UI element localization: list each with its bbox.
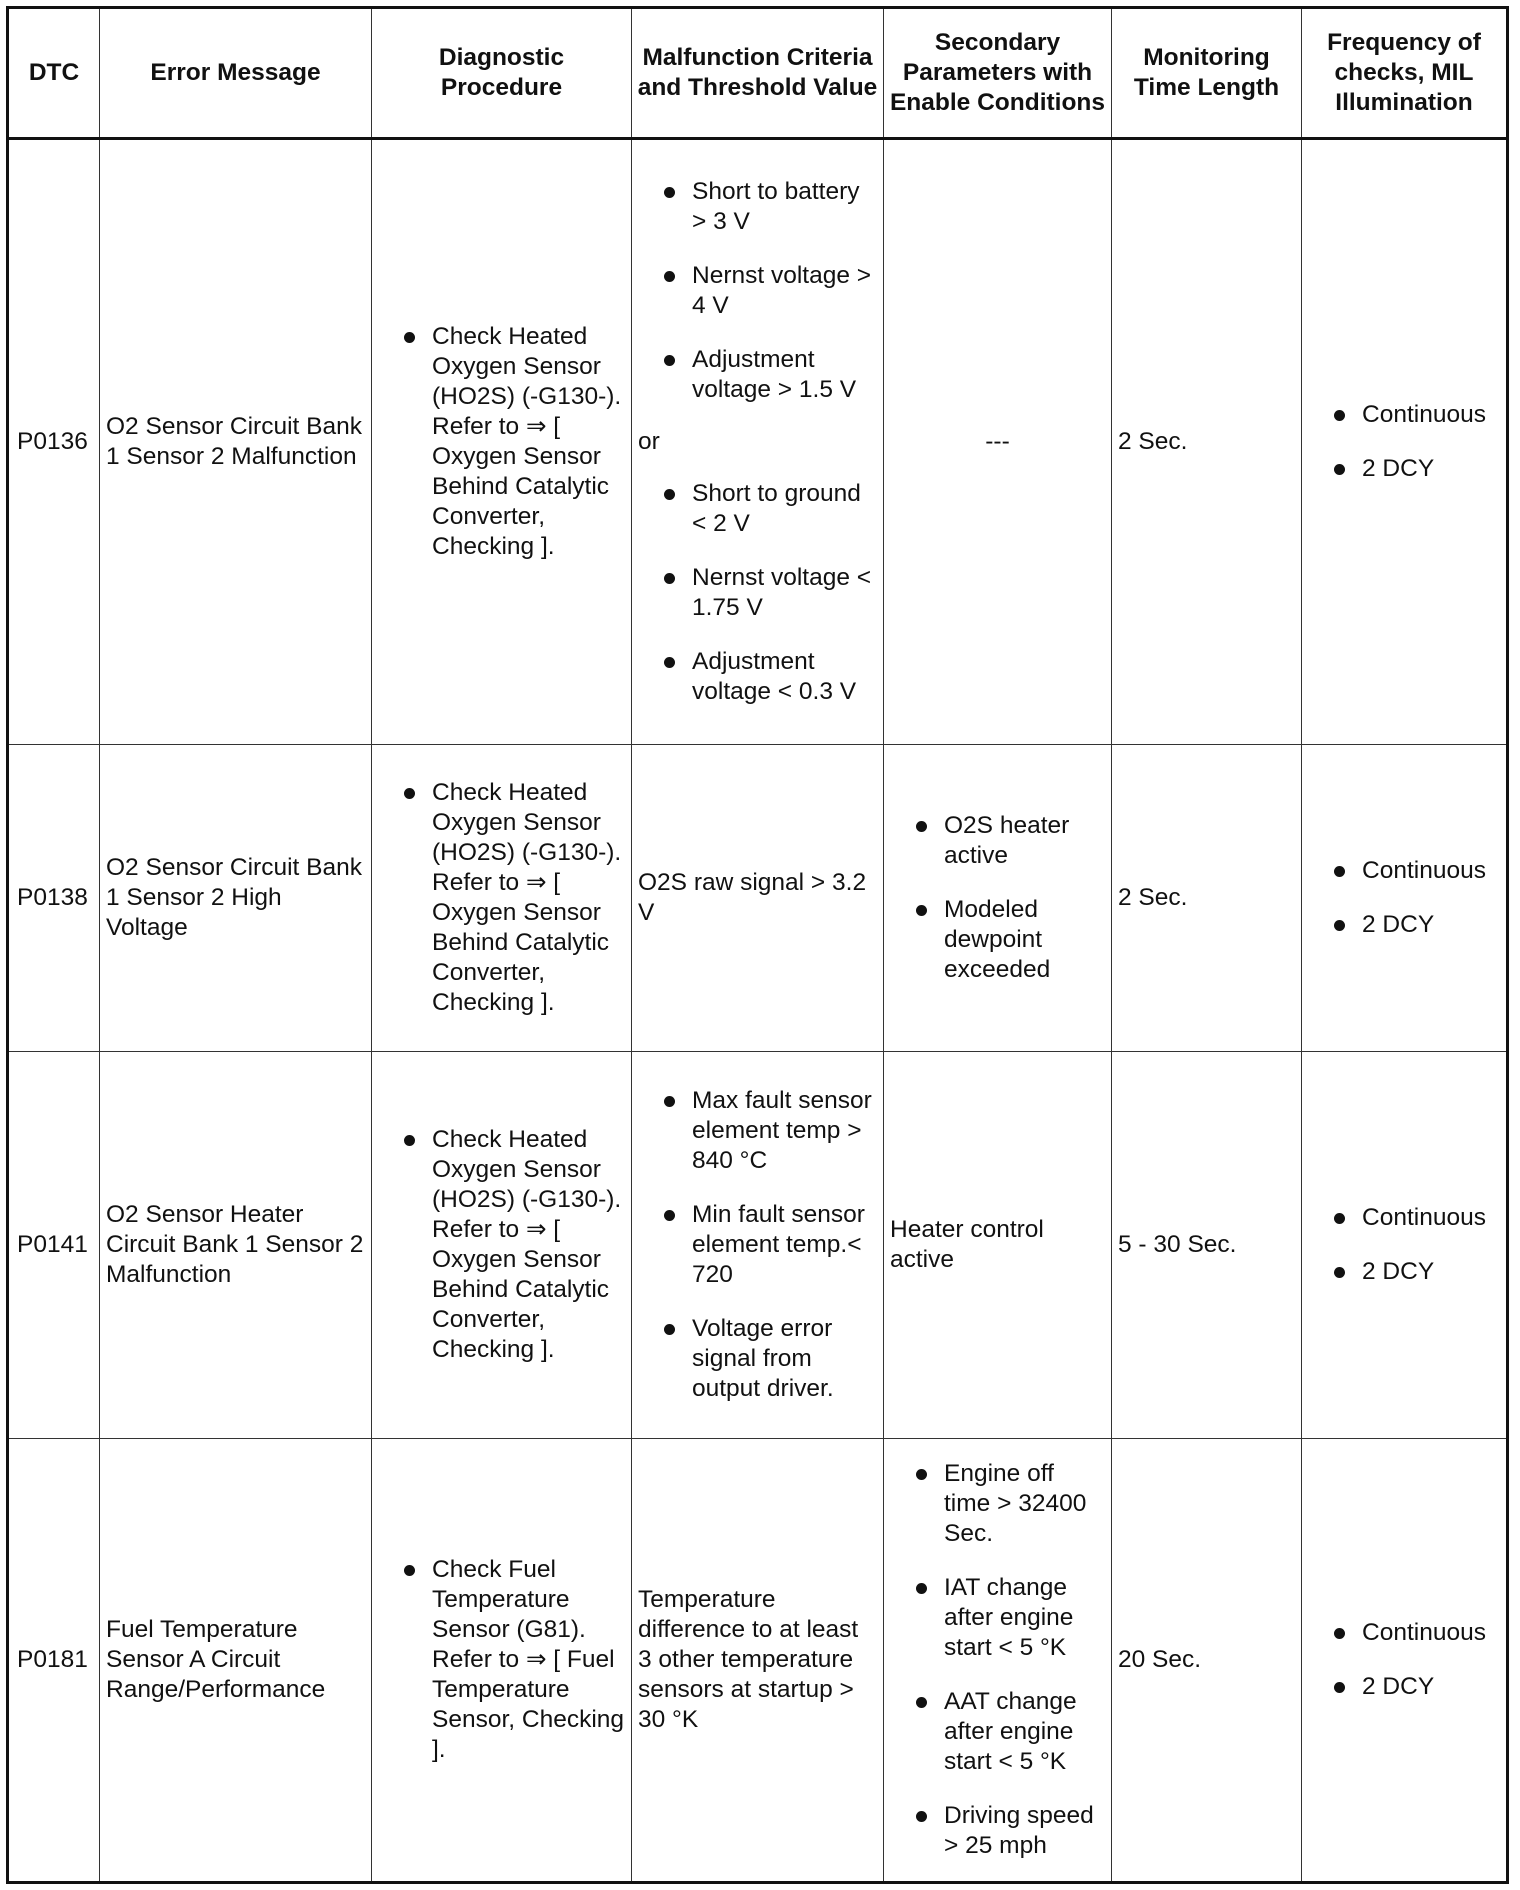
list-item: Continuous <box>1334 1618 1500 1648</box>
diagnostic-procedure <box>372 745 632 1052</box>
frequency <box>1302 745 1508 1052</box>
secondary-list <box>890 811 1105 985</box>
header-dtc: DTC <box>8 8 100 139</box>
error-message: O2 Sensor Circuit Bank 1 Sensor 2 High Voltage <box>100 745 372 1052</box>
list-item: 2 DCY <box>1334 454 1500 484</box>
list-item: 2 DCY <box>1334 1672 1500 1702</box>
header-malfunction-criteria: Malfunction Criteria and Threshold Value <box>632 8 884 139</box>
malfunction-criteria <box>632 139 884 745</box>
malfunction-criteria: O2S raw signal > 3.2 V <box>632 745 884 1052</box>
error-message: O2 Sensor Heater Circuit Bank 1 Sensor 2 Malfunction <box>100 1052 372 1439</box>
dtc-code: P0181 <box>8 1439 100 1883</box>
list-item: Short to ground < 2 V <box>664 479 877 539</box>
list-item: IAT change after engine start < 5 °K <box>916 1573 1105 1663</box>
list-item: Max fault sensor element temp > 840 °C <box>664 1086 877 1176</box>
secondary-parameters <box>884 745 1112 1052</box>
list-item: Continuous <box>1334 400 1500 430</box>
malfunction-list <box>638 1086 877 1404</box>
table-row <box>8 1439 1508 1883</box>
header-secondary-parameters: Secondary Parameters with Enable Conditions <box>884 8 1112 139</box>
monitoring-time: 2 Sec. <box>1112 139 1302 745</box>
monitoring-time: 20 Sec. <box>1112 1439 1302 1883</box>
diagnostic-procedure-list <box>378 778 625 1018</box>
secondary-list <box>890 1459 1105 1861</box>
error-message: Fuel Temperature Sensor A Circuit Range/Performance <box>100 1439 372 1883</box>
frequency-list <box>1308 400 1500 484</box>
malfunction-list <box>638 177 877 405</box>
list-item: Min fault sensor element temp.< 720 <box>664 1200 877 1290</box>
frequency <box>1302 1439 1508 1883</box>
diagnostic-procedure <box>372 1439 632 1883</box>
error-message: O2 Sensor Circuit Bank 1 Sensor 2 Malfunction <box>100 139 372 745</box>
frequency <box>1302 139 1508 745</box>
dtc-code: P0141 <box>8 1052 100 1439</box>
list-item: 2 DCY <box>1334 910 1500 940</box>
frequency <box>1302 1052 1508 1439</box>
malfunction-list <box>638 479 877 707</box>
diagnostic-procedure-list <box>378 1125 625 1365</box>
list-item: Check Heated Oxygen Sensor (HO2S) (-G130-). Refer to ⇒ [ Oxygen Sensor Behind Catalytic Converter, Checking ]. <box>404 778 625 1018</box>
list-item: Check Heated Oxygen Sensor (HO2S) (-G130-). Refer to ⇒ [ Oxygen Sensor Behind Catalytic Converter, Checking ]. <box>404 1125 625 1365</box>
malfunction-criteria <box>632 1052 884 1439</box>
monitoring-time: 2 Sec. <box>1112 745 1302 1052</box>
list-item: AAT change after engine start < 5 °K <box>916 1687 1105 1777</box>
table-row <box>8 139 1508 745</box>
header-frequency: Frequency of checks, MIL Illumination <box>1302 8 1508 139</box>
list-item: 2 DCY <box>1334 1257 1500 1287</box>
table-row <box>8 745 1508 1052</box>
list-item: Check Fuel Temperature Sensor (G81). Refer to ⇒ [ Fuel Temperature Sensor, Checking ]. <box>404 1555 625 1765</box>
header-row <box>8 8 1508 139</box>
secondary-parameters: Heater control active <box>884 1052 1112 1439</box>
monitoring-time: 5 - 30 Sec. <box>1112 1052 1302 1439</box>
frequency-list <box>1308 856 1500 940</box>
list-item: Adjustment voltage < 0.3 V <box>664 647 877 707</box>
list-item: O2S heater active <box>916 811 1105 871</box>
header-monitoring-time: Monitoring Time Length <box>1112 8 1302 139</box>
list-item: Voltage error signal from output driver. <box>664 1314 877 1404</box>
diagnostic-procedure <box>372 139 632 745</box>
list-item: Engine off time > 32400 Sec. <box>916 1459 1105 1549</box>
list-item: Modeled dewpoint exceeded <box>916 895 1105 985</box>
list-item: Continuous <box>1334 1203 1500 1233</box>
header-error-message: Error Message <box>100 8 372 139</box>
list-item: Short to battery > 3 V <box>664 177 877 237</box>
table-row <box>8 1052 1508 1439</box>
list-item: Adjustment voltage > 1.5 V <box>664 345 877 405</box>
list-item: Nernst voltage < 1.75 V <box>664 563 877 623</box>
list-item: Driving speed > 25 mph <box>916 1801 1105 1861</box>
list-item: Nernst voltage > 4 V <box>664 261 877 321</box>
secondary-parameters <box>884 1439 1112 1883</box>
frequency-list <box>1308 1618 1500 1702</box>
dtc-code: P0136 <box>8 139 100 745</box>
list-item: Continuous <box>1334 856 1500 886</box>
list-item: Check Heated Oxygen Sensor (HO2S) (-G130-). Refer to ⇒ [ Oxygen Sensor Behind Catalytic Converter, Checking ]. <box>404 322 625 562</box>
or-separator: or <box>638 428 660 455</box>
diagnostic-procedure-list <box>378 322 625 562</box>
dtc-code: P0138 <box>8 745 100 1052</box>
frequency-list <box>1308 1203 1500 1287</box>
malfunction-criteria: Temperature difference to at least 3 other temperature sensors at startup > 30 °K <box>632 1439 884 1883</box>
diagnostic-procedure <box>372 1052 632 1439</box>
header-diagnostic-procedure: Diagnostic Procedure <box>372 8 632 139</box>
dtc-table <box>6 6 1509 1884</box>
diagnostic-procedure-list <box>378 1555 625 1765</box>
secondary-parameters: --- <box>884 139 1112 745</box>
